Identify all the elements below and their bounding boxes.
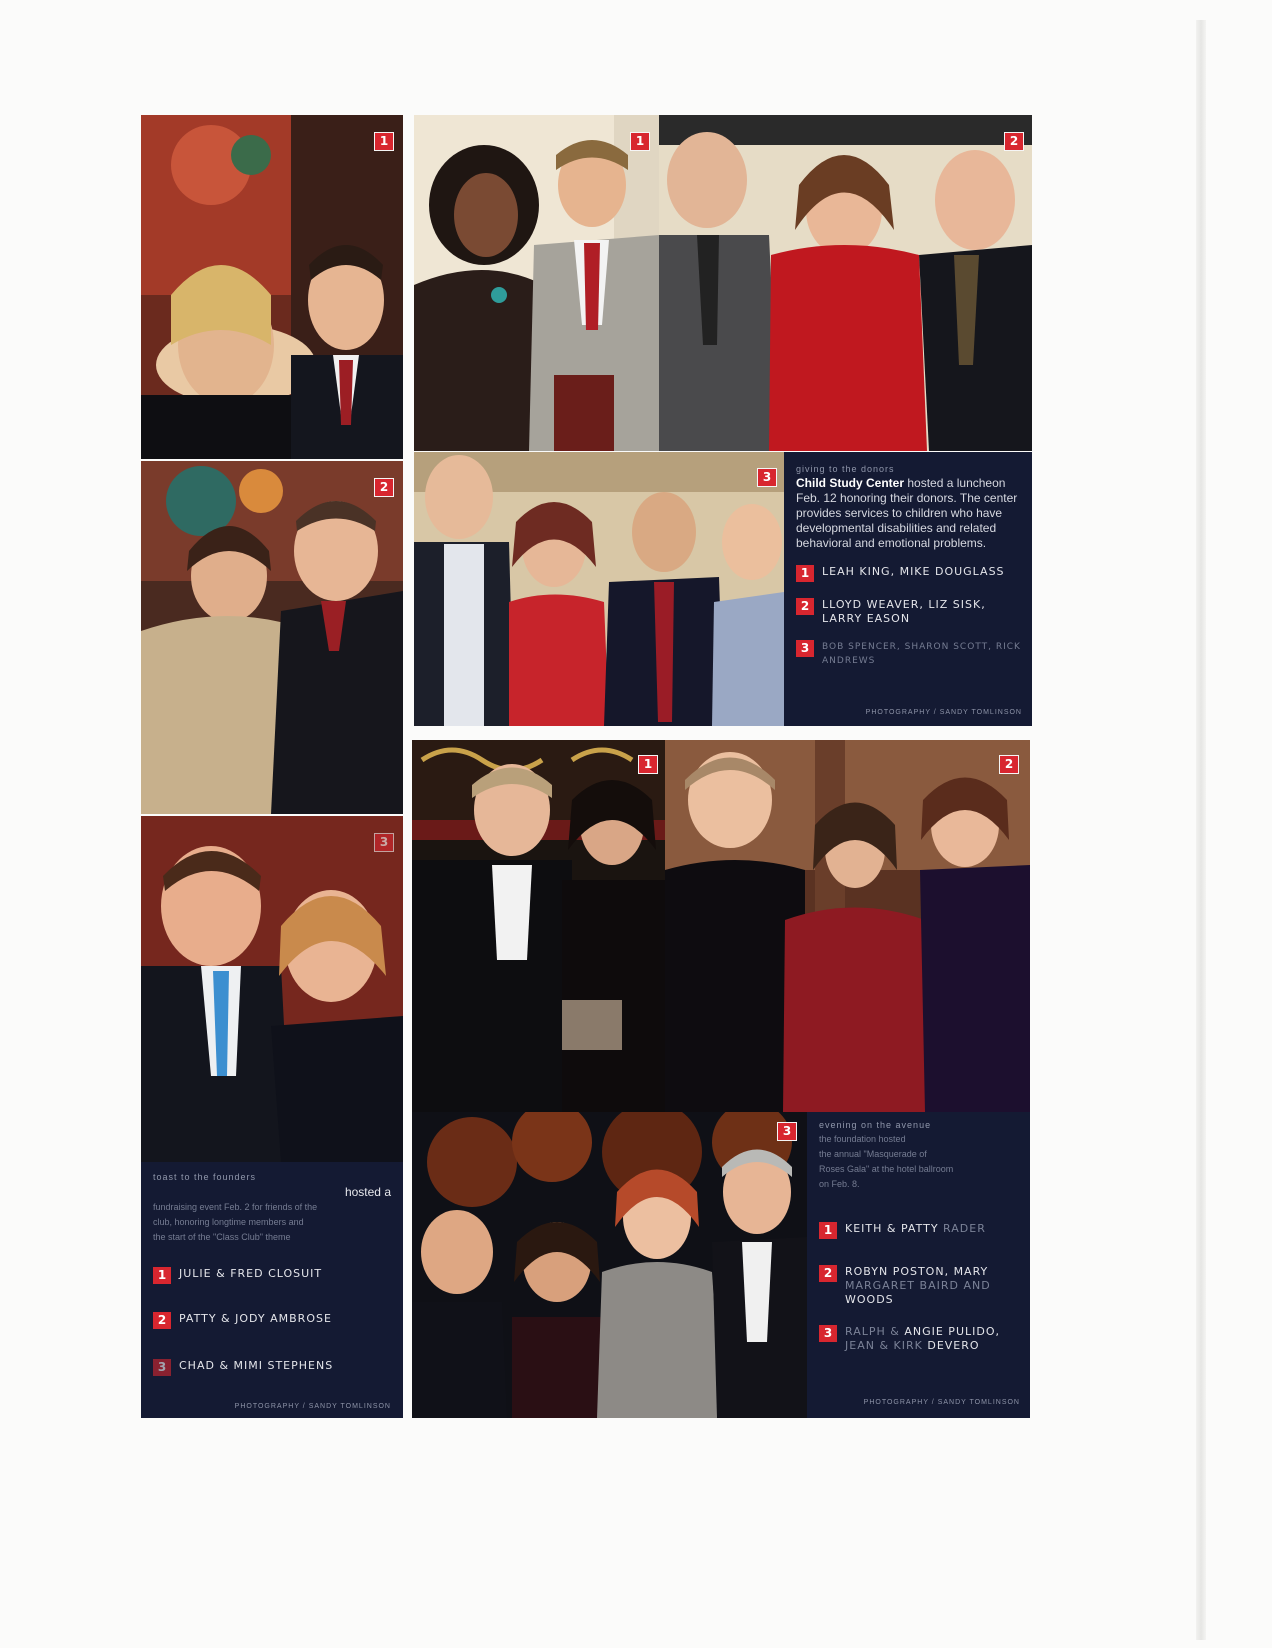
photo-number-badge: 1: [630, 132, 650, 151]
caption-names: WOODS: [845, 1293, 894, 1306]
caption-panel-left: [141, 1162, 403, 1418]
caption-number: 3: [153, 1359, 171, 1376]
caption-item: [153, 1267, 391, 1284]
photo-number-badge: 2: [374, 478, 394, 497]
caption-text: [845, 1265, 991, 1307]
panel-intro: [153, 1185, 391, 1245]
photo-bottom-2-art: [665, 740, 1030, 1112]
photo-number-badge: 3: [757, 468, 777, 487]
panel-kicker: toast to the founders: [153, 1172, 257, 1182]
photo-number-badge: 3: [777, 1122, 797, 1141]
caption-names-dim: MARGARET BAIRD AND: [845, 1279, 991, 1292]
caption-names: ROBYN POSTON, MARY: [845, 1265, 989, 1278]
intro-org-name: Child Study Center: [796, 476, 905, 490]
caption-number: 2: [796, 598, 814, 615]
photo-top-2: [659, 115, 1032, 451]
intro-line: the foundation hosted: [819, 1134, 906, 1144]
caption-number: 3: [796, 640, 814, 657]
photo-number-badge: 1: [374, 132, 394, 151]
intro-text: hosted a luncheon Feb. 12 honoring their donors. The center provides services to children who have developmental disabilities and related behavioral and emotional problems.: [796, 476, 1018, 550]
caption-number: 2: [153, 1312, 171, 1329]
photo-number-badge: 3: [374, 833, 394, 852]
caption-panel-top: [784, 452, 1032, 726]
intro-line: the start of the "Class Club" theme: [153, 1232, 291, 1242]
intro-line: fundraising event Feb. 2 for friends of the: [153, 1202, 318, 1212]
caption-item: [153, 1312, 391, 1329]
caption-item: [796, 598, 1022, 626]
photo-number-badge: 2: [999, 755, 1019, 774]
caption-text: JULIE & FRED CLOSUIT: [179, 1267, 323, 1280]
photo-top-1-art: [414, 115, 659, 451]
caption-item: [819, 1265, 1022, 1307]
caption-text: PATTY & JODY AMBROSE: [179, 1312, 332, 1325]
caption-names: KEITH & PATTY: [845, 1222, 939, 1235]
photo-bottom-3: [412, 1112, 807, 1418]
caption-text: LLOYD WEAVER, LIZ SISK, LARRY EASON: [822, 598, 986, 625]
photo-left-2-art: [141, 461, 403, 814]
caption-names-dim: RALPH &: [845, 1325, 900, 1338]
caption-number: 1: [796, 565, 814, 582]
photo-bottom-1-art: [412, 740, 665, 1112]
photo-left-2: [141, 461, 403, 814]
panel-kicker: giving to the donors: [796, 464, 895, 474]
caption-text: CHAD & MIMI STEPHENS: [179, 1359, 334, 1372]
photo-top-3: [414, 452, 784, 726]
photo-bottom-2: [665, 740, 1030, 1112]
intro-line: the annual "Masquerade of: [819, 1149, 927, 1159]
photo-bottom-1: [412, 740, 665, 1112]
caption-names-dim: RADER: [943, 1222, 986, 1235]
caption-item: [796, 640, 1022, 668]
caption-item: [819, 1222, 1022, 1239]
caption-item: [796, 565, 1022, 582]
caption-item: [819, 1325, 1022, 1353]
caption-text: LEAH KING, MIKE DOUGLASS: [822, 565, 1005, 578]
caption-number: 3: [819, 1325, 837, 1342]
intro-highlight: hosted a: [344, 1185, 391, 1199]
caption-text: BOB SPENCER, SHARON SCOTT, RICK ANDREWS: [822, 642, 1021, 666]
caption-item: [153, 1359, 391, 1376]
page-edge: [1196, 20, 1206, 1640]
panel-intro: [819, 1132, 1022, 1192]
caption-number: 1: [153, 1267, 171, 1284]
photo-credit: PHOTOGRAPHY / SANDY TOMLINSON: [234, 1403, 391, 1410]
caption-number: 2: [819, 1265, 837, 1282]
photo-number-badge: 1: [638, 755, 658, 774]
photo-top-2-art: [659, 115, 1032, 451]
caption-names: DEVERO: [927, 1339, 980, 1352]
caption-names-dim: JEAN & KIRK: [845, 1339, 923, 1352]
photo-top-1: [414, 115, 659, 451]
panel-kicker: evening on the avenue: [819, 1120, 932, 1130]
caption-names: ANGIE PULIDO,: [904, 1325, 1000, 1338]
photo-bottom-3-art: [412, 1112, 807, 1418]
intro-line: Roses Gala" at the hotel ballroom: [819, 1164, 954, 1174]
photo-number-badge: 2: [1004, 132, 1024, 151]
panel-intro: [796, 476, 1022, 551]
photo-left-1-art: [141, 115, 403, 459]
photo-left-1: [141, 115, 403, 459]
photo-left-3: [141, 816, 403, 1162]
photo-credit: PHOTOGRAPHY / SANDY TOMLINSON: [863, 1399, 1020, 1406]
caption-panel-bottom: [807, 1112, 1030, 1418]
caption-text: [845, 1325, 1000, 1353]
photo-left-3-art: [141, 816, 403, 1162]
intro-line: on Feb. 8.: [819, 1179, 860, 1189]
caption-text: [845, 1222, 986, 1236]
intro-line: club, honoring longtime members and: [153, 1217, 304, 1227]
photo-credit: PHOTOGRAPHY / SANDY TOMLINSON: [865, 709, 1022, 716]
caption-number: 1: [819, 1222, 837, 1239]
photo-top-3-art: [414, 452, 784, 726]
